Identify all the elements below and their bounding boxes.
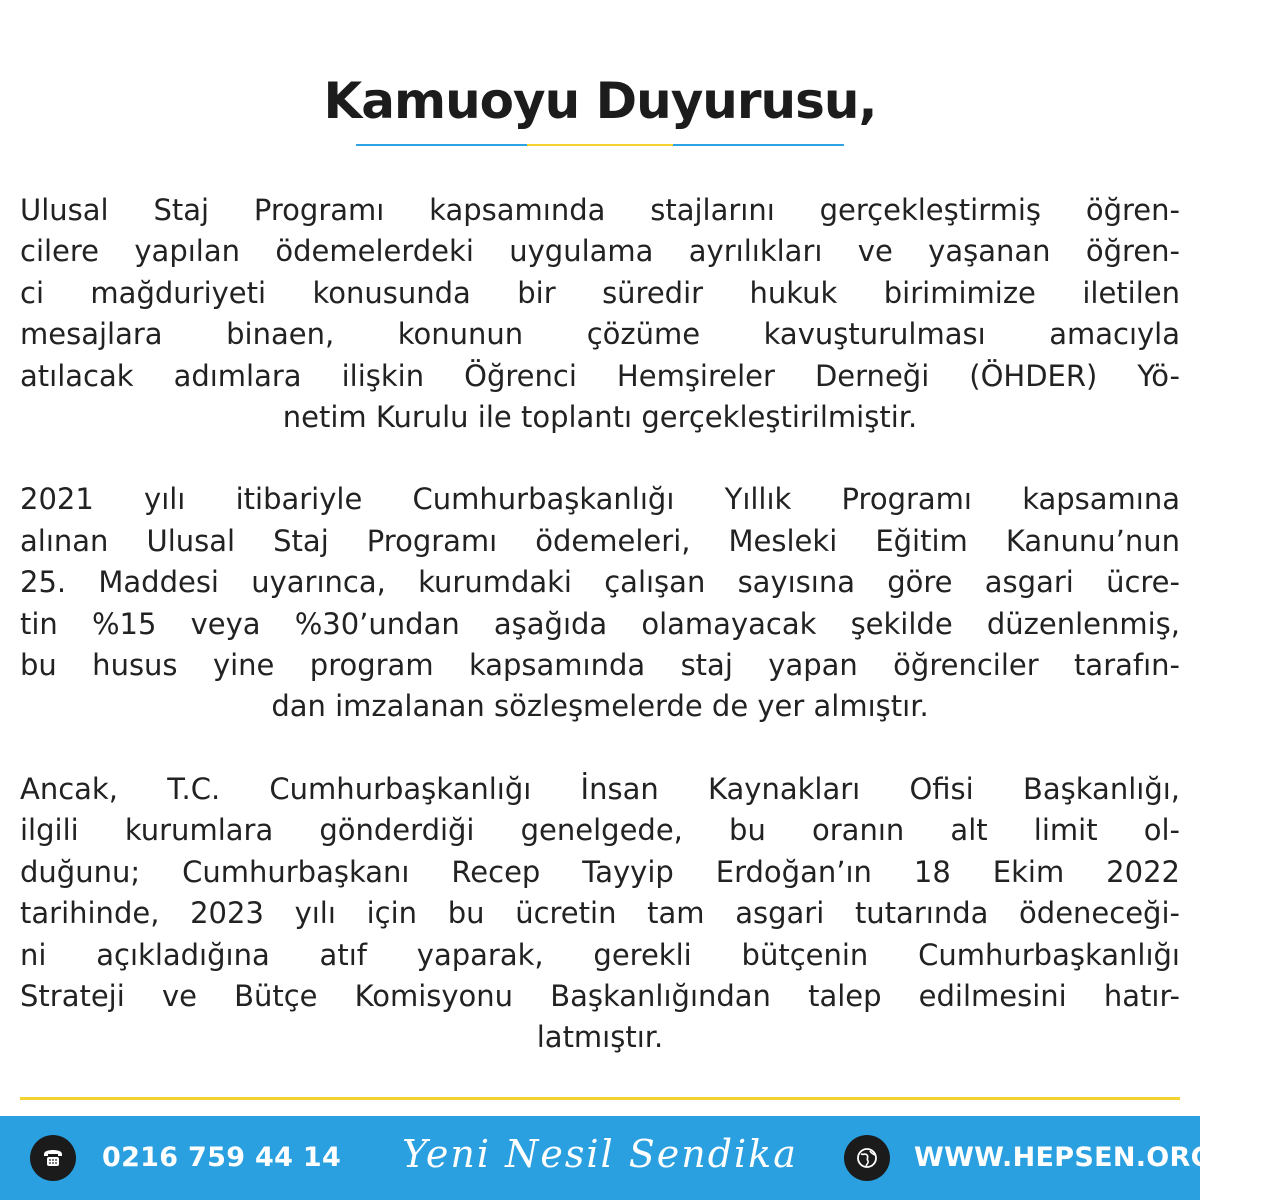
text-line: tarihinde, 2023 yılı için bu ücretin tam asgari tutarında ödeneceği- — [20, 896, 1180, 931]
website-link[interactable]: WWW.HEPSEN.ORG.TR — [914, 1142, 1263, 1173]
text-line: tin %15 veya %30’undan aşağıda olamayacak şekilde düzenlenmiş, — [20, 606, 1180, 641]
text-line: 2021 yılı itibariyle Cumhurbaşkanlığı Yıllık Programı kapsamına — [20, 482, 1180, 517]
text-line: netim Kurulu ile toplantı gerçekleştirilmiştir. — [282, 400, 918, 435]
text-line: Strateji ve Bütçe Komisyonu Başkanlığından talep edilmesini hatır- — [20, 978, 1180, 1013]
paragraph-2 — [20, 479, 1180, 727]
text-line: 25. Maddesi uyarınca, kurumdaki çalışan sayısına göre asgari ücre- — [20, 565, 1180, 600]
title-divider — [356, 144, 844, 146]
text-line: bu husus yine program kapsamında staj yapan öğrenciler tarafın- — [20, 648, 1180, 683]
text-line: mesajlara binaen, konunun çözüme kavuşturulması amacıyla — [20, 317, 1180, 352]
footer-bar — [0, 1116, 1263, 1200]
slogan: Yeni Nesil Sendika — [402, 1132, 798, 1176]
footer-divider — [20, 1097, 1180, 1100]
globe-icon — [844, 1135, 890, 1181]
text-line: cilere yapılan ödemelerdeki uygulama ayrılıkları ve yaşanan öğren- — [20, 234, 1180, 269]
text-line: duğunu; Cumhurbaşkanı Recep Tayyip Erdoğan’ın 18 Ekim 2022 — [20, 854, 1180, 889]
text-line: ni açıkladığına atıf yaparak, gerekli bütçenin Cumhurbaşkanlığı — [20, 937, 1180, 972]
text-line: ci mağduriyeti konusunda bir süredir hukuk birimimize iletilen — [20, 275, 1180, 310]
text-line: latmıştır. — [536, 1020, 664, 1055]
paragraph-1 — [20, 190, 1180, 438]
page-title: Kamuoyu Duyurusu, — [323, 72, 877, 130]
paragraph-3 — [20, 769, 1180, 1059]
telephone-icon — [30, 1135, 76, 1181]
announcement-body — [20, 190, 1180, 1100]
text-line: alınan Ulusal Staj Programı ödemeleri, Mesleki Eğitim Kanunu’nun — [20, 523, 1180, 558]
text-line: Ulusal Staj Programı kapsamında stajlarını gerçekleştirmiş öğren- — [20, 193, 1180, 227]
text-line: ilgili kurumlara gönderdiği genelgede, bu oranın alt limit ol- — [20, 813, 1180, 848]
phone-number[interactable]: 0216 759 44 14 — [102, 1142, 342, 1173]
text-line: Ancak, T.C. Cumhurbaşkanlığı İnsan Kaynakları Ofisi Başkanlığı, — [20, 771, 1180, 806]
text-line: atılacak adımlara ilişkin Öğrenci Hemşireler Derneği (ÖHDER) Yö- — [20, 358, 1180, 393]
text-line: dan imzalanan sözleşmelerde de yer almıştır. — [271, 689, 929, 724]
